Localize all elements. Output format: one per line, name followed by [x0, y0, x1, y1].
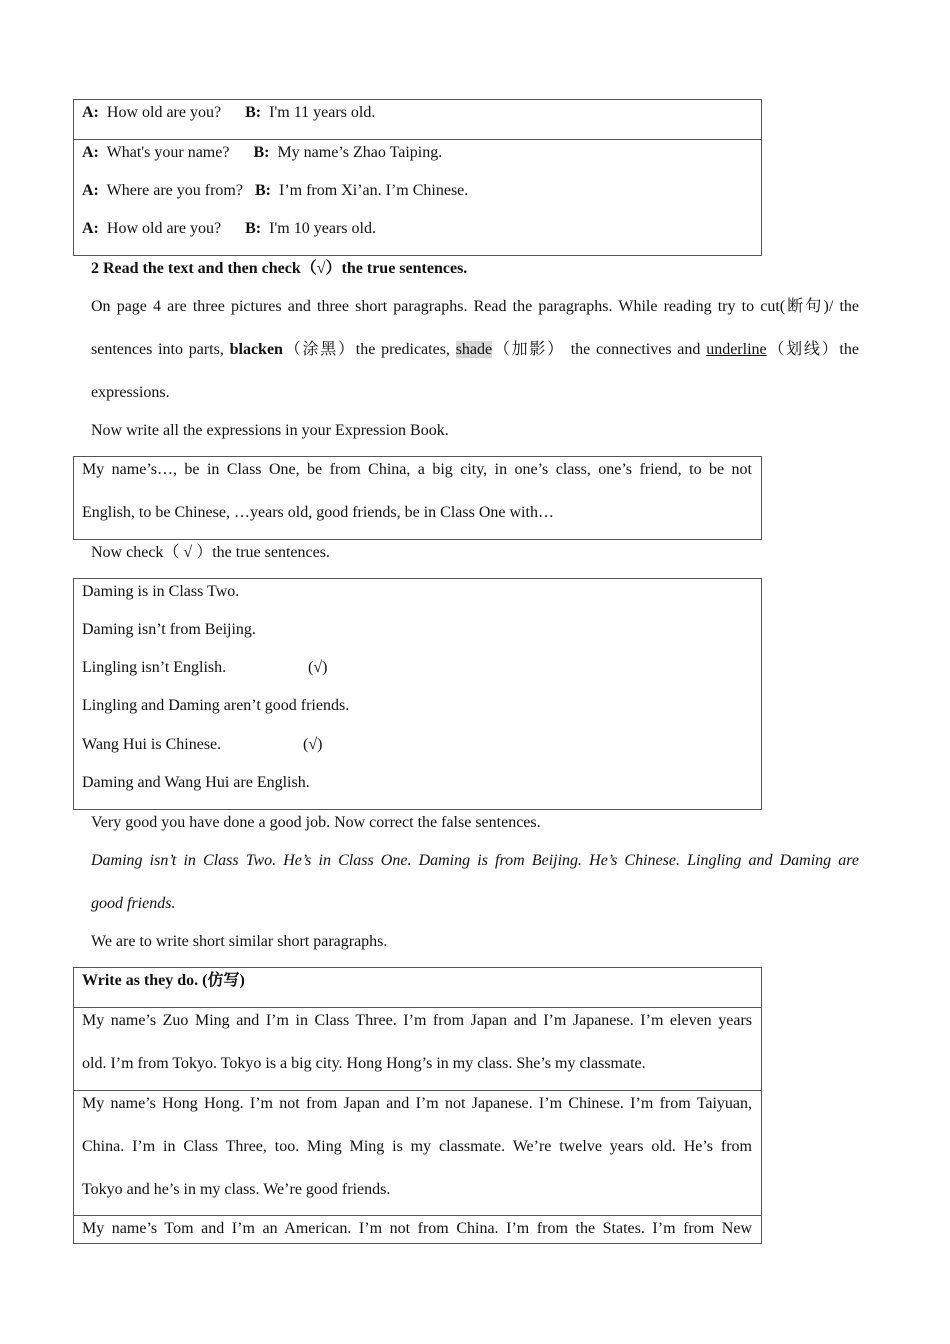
sentence-item: Wang Hui is Chinese. — [82, 736, 222, 753]
instruction-line: Now check（ √ ）the true sentences. — [91, 544, 330, 561]
table-divider — [73, 139, 762, 140]
dialogue-row — [82, 219, 376, 239]
table-divider — [73, 1215, 762, 1216]
expressions-line: English, to be Chinese, …years old, good friends, be in Class One with… — [82, 504, 554, 521]
paragraph-line: My name’s Tom and I’m an American. I’m not from China. I’m from the States. I’m from New — [82, 1220, 752, 1237]
text: （涂黑）the predicates, — [282, 341, 456, 358]
question: How old are you? — [106, 220, 222, 237]
paragraph-line: old. I’m from Tokyo. Tokyo is a big city. Hong Hong’s in my class. She’s my classmate. — [82, 1055, 646, 1072]
section-heading: 2 Read the text and then check（√）the true sentences. — [91, 260, 468, 277]
underline-word: underline — [706, 341, 767, 358]
sentence-item: Daming is in Class Two. — [82, 583, 240, 600]
write-heading: Write as they do. (仿写) — [82, 972, 245, 989]
text: （加影） the connectives and — [492, 341, 707, 358]
question: Where are you from? — [106, 182, 243, 199]
instruction-line: On page 4 are three pictures and three short paragraphs. Read the paragraphs. While reading try to cut(断句)/ the — [91, 298, 859, 315]
question: What's your name? — [106, 144, 230, 161]
sentence-item: Daming isn’t from Beijing. — [82, 621, 256, 638]
speaker-b: B: — [245, 220, 262, 237]
instruction-line: We are to write short similar short paragraphs. — [91, 933, 388, 950]
text: sentences into parts, — [91, 341, 230, 358]
speaker-b: B: — [245, 104, 262, 121]
instruction-line: Now write all the expressions in your Expression Book. — [91, 422, 449, 439]
answer: I'm 11 years old. — [269, 104, 376, 121]
dialogue-row — [82, 181, 468, 201]
shade-word: shade — [455, 341, 493, 358]
table-divider — [73, 1090, 762, 1091]
answer: My name’s Zhao Taiping. — [277, 144, 443, 161]
question: How old are you? — [106, 104, 222, 121]
table-divider — [73, 1007, 762, 1008]
answer: I'm 10 years old. — [269, 220, 376, 237]
speaker-b: B: — [253, 144, 270, 161]
instruction-line — [91, 340, 859, 360]
sentence-item: Daming and Wang Hui are English. — [82, 774, 310, 791]
check-mark: (√) — [303, 736, 323, 753]
speaker-a: A: — [82, 182, 99, 199]
blacken-word: blacken — [229, 341, 283, 358]
text: （划线）the — [766, 341, 859, 358]
answer: I’m from Xi’an. I’m Chinese. — [278, 182, 469, 199]
speaker-a: A: — [82, 144, 99, 161]
expressions-line: My name’s…, be in Class One, be from China, a big city, in one’s class, one’s friend, to be not — [82, 461, 752, 478]
speaker-a: A: — [82, 104, 99, 121]
speaker-a: A: — [82, 220, 99, 237]
correction-line: good friends. — [91, 895, 176, 912]
paragraph-line: My name’s Hong Hong. I’m not from Japan and I’m not Japanese. I’m Chinese. I’m from Taiyuan, — [82, 1095, 752, 1112]
instruction-line: expressions. — [91, 384, 170, 401]
instruction-line: Very good you have done a good job. Now correct the false sentences. — [91, 814, 541, 831]
sentence-item: Lingling and Daming aren’t good friends. — [82, 697, 350, 714]
check-mark: (√) — [308, 659, 328, 676]
sentence-item: Lingling isn’t English. — [82, 659, 227, 676]
dialogue-row — [82, 103, 375, 123]
speaker-b: B: — [254, 182, 271, 199]
correction-line: Daming isn’t in Class Two. He’s in Class One. Daming is from Beijing. He’s Chinese. Lingling and Daming are — [91, 852, 859, 869]
paragraph-line: Tokyo and he’s in my class. We’re good friends. — [82, 1181, 391, 1198]
paragraph-line: My name’s Zuo Ming and I’m in Class Three. I’m from Japan and I’m Japanese. I’m eleven years — [82, 1012, 752, 1029]
dialogue-row — [82, 143, 442, 163]
paragraph-line: China. I’m in Class Three, too. Ming Ming is my classmate. We’re twelve years old. He’s from — [82, 1138, 752, 1155]
